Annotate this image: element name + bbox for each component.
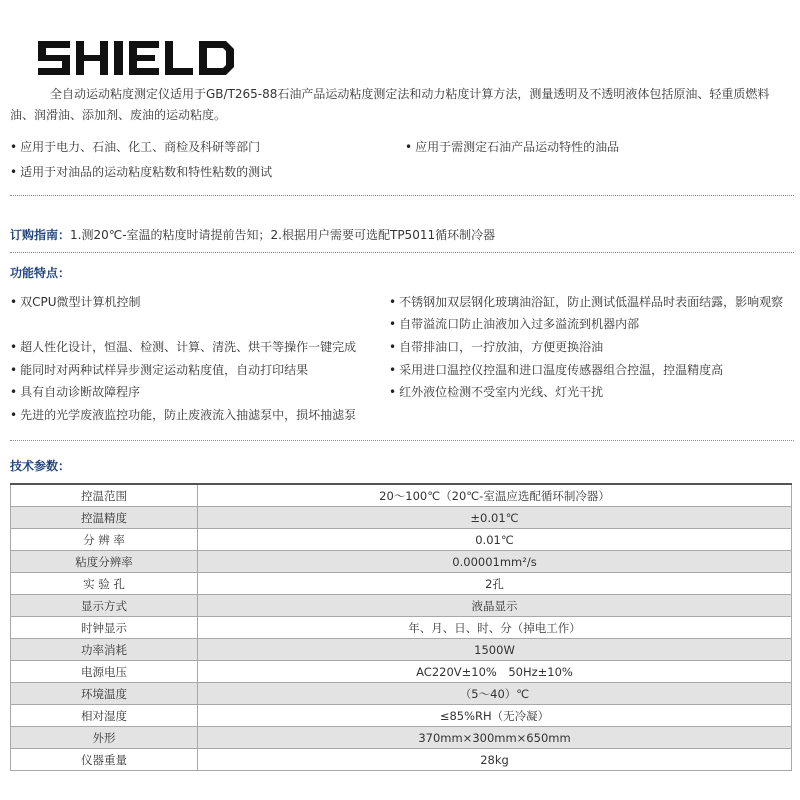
table-row (11, 507, 792, 529)
spec-value: （5～40）℃ (198, 683, 792, 705)
spec-value: ≤85%RH（无冷凝） (198, 705, 792, 727)
intro-line-2: 油、润滑油、添加剂、废油的运动粘度。 (10, 108, 227, 122)
application-item: • 应用于电力、石油、化工、商检及科研等部门 (10, 138, 260, 155)
spec-key: 实 验 孔 (11, 573, 198, 595)
divider (10, 252, 794, 253)
table-row (11, 639, 792, 661)
divider (10, 195, 794, 196)
spec-value: 20～100℃（20℃-室温应选配循环制冷器） (198, 484, 792, 507)
spec-value: 2孔 (198, 573, 792, 595)
intro-paragraph (10, 84, 796, 126)
spec-value: 28kg (198, 749, 792, 771)
ordering-text: 1.测20℃-室温的粘度时请提前告知；2.根据用户需要可选配TP5011循环制冷器 (70, 228, 496, 242)
table-row (11, 727, 792, 749)
spec-key: 仪器重量 (11, 749, 198, 771)
ordering-label: 订购指南： (10, 228, 71, 242)
feature-item: • 红外液位检测不受室内光线、灯光干扰 (389, 383, 603, 400)
spec-table (10, 483, 792, 771)
table-row (11, 595, 792, 617)
spec-key: 分 辨 率 (11, 529, 198, 551)
specs-title: 技术参数： (10, 459, 71, 473)
shield-logo (38, 41, 234, 75)
spec-value: 年、月、日、时、分（掉电工作） (198, 617, 792, 639)
feature-item: • 能同时对两种试样异步测定运动粘度值，自动打印结果 (10, 361, 308, 378)
application-item: • 适用于对油品的运动粘度粘数和特性粘数的测试 (10, 163, 272, 180)
table-row (11, 617, 792, 639)
table-row (11, 529, 792, 551)
spec-key: 功率消耗 (11, 639, 198, 661)
spec-value: ±0.01℃ (198, 507, 792, 529)
spec-key: 电源电压 (11, 661, 198, 683)
feature-item: • 超人性化设计，恒温、检测、计算、清洗、烘干等操作一键完成 (10, 338, 356, 355)
ordering-guide (10, 226, 495, 243)
table-row (11, 683, 792, 705)
feature-item: • 双CPU微型计算机控制 (10, 293, 140, 310)
divider (10, 440, 794, 441)
intro-line-1: 全自动运动粘度测定仪适用于GB/T265-88石油产品运动粘度测定法和动力粘度计算方法，测量透明及不透明液体包括原油、轻重质燃料 (50, 87, 770, 101)
spec-value: 1500W (198, 639, 792, 661)
spec-key: 环境温度 (11, 683, 198, 705)
table-row (11, 551, 792, 573)
spec-key: 控温范围 (11, 484, 198, 507)
spec-value: 0.00001mm²/s (198, 551, 792, 573)
application-item: • 应用于需测定石油产品运动特性的油品 (405, 138, 619, 155)
feature-item: • 具有自动诊断故障程序 (10, 383, 140, 400)
spec-key: 粘度分辨率 (11, 551, 198, 573)
feature-item: • 不锈钢加双层钢化玻璃油浴缸，防止测试低温样品时表面结露，影响观察 (389, 293, 783, 310)
feature-item: • 先进的光学废液监控功能，防止废液流入抽滤泵中，损坏抽滤泵 (10, 406, 356, 423)
table-row (11, 705, 792, 727)
features-title: 功能特点： (10, 266, 71, 280)
table-row (11, 661, 792, 683)
feature-item: • 自带排油口，一拧放油，方便更换浴油 (389, 338, 603, 355)
feature-item: • 自带溢流口防止油液加入过多溢流到机器内部 (389, 315, 639, 332)
spec-key: 时钟显示 (11, 617, 198, 639)
spec-key: 相对湿度 (11, 705, 198, 727)
spec-key: 外形 (11, 727, 198, 749)
feature-item: • 采用进口温控仪控温和进口温度传感器组合控温，控温精度高 (389, 361, 723, 378)
spec-value: 液晶显示 (198, 595, 792, 617)
table-row (11, 573, 792, 595)
table-row (11, 484, 792, 507)
spec-key: 控温精度 (11, 507, 198, 529)
spec-value: 370mm×300mm×650mm (198, 727, 792, 749)
spec-key: 显示方式 (11, 595, 198, 617)
spec-value: 0.01℃ (198, 529, 792, 551)
table-row (11, 749, 792, 771)
spec-value: AC220V±10% 50Hz±10% (198, 661, 792, 683)
